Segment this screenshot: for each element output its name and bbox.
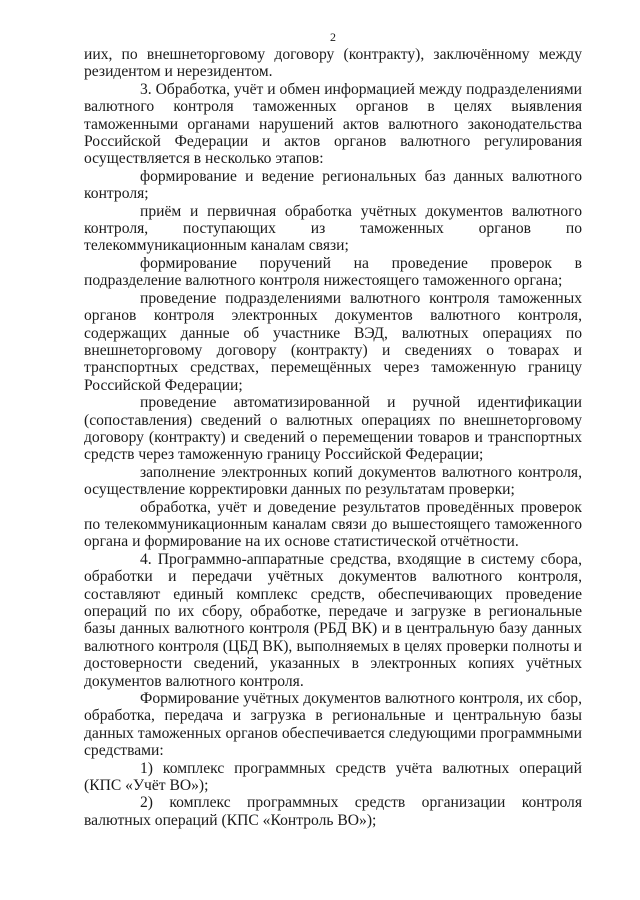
paragraph-stage-identification: проведение автоматизированной и ручной идентификации (сопоставления) сведений о валютных операциях по внешнеторговому договору (контракту) и сведений о перемещении товаров и транспортных средств через таможенную границу Российской Федерации;	[84, 394, 582, 464]
document-body	[84, 46, 582, 829]
paragraph-list-item-1: 1) комплекс программных средств учёта валютных операций (КПС «Учёт ВО»);	[84, 759, 582, 795]
paragraph-continuation: иих, по внешнеторговому договору (контракту), заключённому между резидентом и нерезидентом.	[84, 46, 582, 81]
page-number: 2	[330, 30, 336, 44]
paragraph-stage-reception: приём и первичная обработка учётных документов валютного контроля, поступающих из таможенных органов по телекоммуникационным каналам связи;	[84, 202, 582, 255]
paragraph-stage-orders: формирование поручений на проведение проверок в подразделение валютного контроля нижестоящего таможенного органа;	[84, 254, 582, 290]
paragraph-software-intro: Формирование учётных документов валютного контроля, их сбор, обработка, передача и загрузка в региональные и центральную базы данных таможенных органов обеспечивается следующими программными средствами:	[84, 690, 582, 760]
paragraph-item-4: 4. Программно-аппаратные средства, входящие в систему сбора, обработки и передачи учётных документов валютного контроля, составляют единый комплекс средств, обеспечивающих проведение операций по их сбору, обработке, передаче и загрузке в региональные базы данных валютного контроля (РБД ВК) и в центральную базу данных валютного контроля (ЦБД ВК), выполняемых в целях проверки полноты и достоверности сведений, указанных в электронных копиях учётных документов валютного контроля.	[84, 550, 582, 690]
paragraph-stage-filling: заполнение электронных копий документов валютного контроля, осуществление корректировки данных по результатам проверки;	[84, 463, 582, 499]
paragraph-item-3: 3. Обработка, учёт и обмен информацией между подразделениями валютного контроля таможенных органов в целях выявления таможенными органами нарушений актов валютного законодательства Российской Федерации и актов органов валютного регулирования осуществляется в несколько этапов:	[84, 80, 582, 168]
paragraph-stage-control: проведение подразделениями валютного контроля таможенных органов контроля электронных документов валютного контроля, содержащих данные об участнике ВЭД, валютных операциях по внешнеторговому договору (контракту) и сведениях о товарах и транспортных средствах, перемещённых через таможенную границу Российской Федерации;	[84, 289, 582, 394]
paragraph-list-item-2: 2) комплекс программных средств организации контроля валютных операций (КПС «Контроль ВО»);	[84, 794, 582, 829]
paragraph-stage-reporting: обработка, учёт и доведение результатов проведённых проверок по телекоммуникационным каналам связи до вышестоящего таможенного органа и формирование на их основе статистической отчётности.	[84, 498, 582, 551]
paragraph-stage-regional-db: формирование и ведение региональных баз данных валютного контроля;	[84, 167, 582, 203]
